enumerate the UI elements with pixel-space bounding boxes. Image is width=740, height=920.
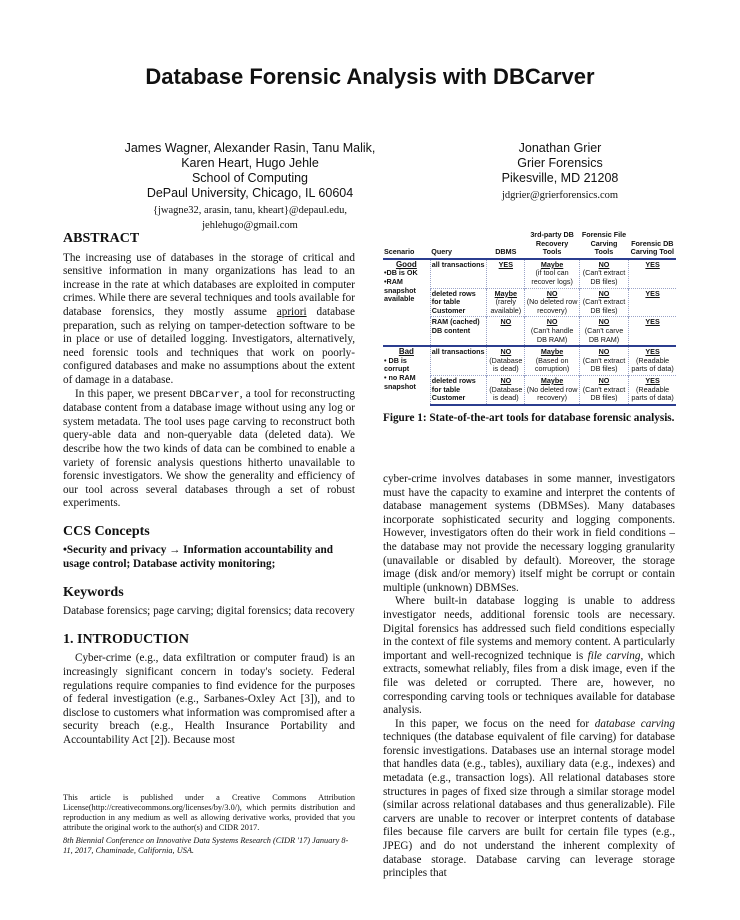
table-header-row bbox=[383, 230, 676, 259]
author-emails: {jwagne32, arasin, tanu, kheart}@depaul.edu, jehlehugo@gmail.com bbox=[152, 205, 348, 231]
query-cell: all transactions bbox=[430, 259, 487, 288]
dbms-cell: Maybe (rarely available) bbox=[487, 288, 525, 317]
table-row bbox=[383, 346, 676, 375]
apriori-term: apriori bbox=[276, 305, 307, 318]
author-university: DePaul University, Chicago, IL 60604 bbox=[146, 186, 354, 200]
keywords-heading: Keywords bbox=[63, 584, 124, 600]
recovery-cell: Maybe (if tool can recover logs) bbox=[525, 259, 579, 288]
conference-note: 8th Biennial Conference on Innovative Data Systems Research (CIDR '17) January 8-11, 2017, Chaminade, California, USA. bbox=[63, 836, 349, 855]
db-carving-cell: YES (Readable parts of data) bbox=[629, 346, 676, 375]
recovery-cell: NO (Can't handle DB RAM) bbox=[525, 317, 579, 346]
abstract-heading: ABSTRACT bbox=[63, 231, 140, 246]
file-carving-cell: NO (Can't extract DB files) bbox=[579, 288, 628, 317]
db-carving-cell: YES bbox=[629, 259, 676, 288]
file-carving-cell: NO (Can't extract DB files) bbox=[579, 375, 628, 404]
db-carving-cell: YES (Readable parts of data) bbox=[629, 375, 676, 404]
recovery-cell: Maybe (No deleted row recovery) bbox=[525, 375, 579, 404]
introduction-heading: 1. INTRODUCTION bbox=[63, 631, 190, 647]
author-email: jdgrier@grierforensics.com bbox=[501, 190, 619, 201]
header-db-carving: Forensic DB Carving Tool bbox=[629, 230, 676, 259]
file-carving-cell: NO (Can't extract DB files) bbox=[579, 346, 628, 375]
figure-caption: Figure 1: State-of-the-art tools for database forensic analysis. bbox=[383, 411, 675, 424]
left-column bbox=[63, 232, 355, 748]
file-carving-term: file carving bbox=[587, 649, 641, 662]
author-names: James Wagner, Alexander Rasin, Tanu Malik, Karen Heart, Hugo Jehle bbox=[124, 141, 376, 170]
ccs-heading: CCS Concepts bbox=[63, 523, 150, 539]
scenario-bad: Bad • DB is corrupt • no RAM snapshot bbox=[383, 346, 430, 405]
db-carving-cell: YES bbox=[629, 317, 676, 346]
forensic-tools-table bbox=[383, 230, 676, 406]
header-scenario: Scenario bbox=[383, 230, 430, 259]
query-cell: all transactions bbox=[430, 346, 487, 375]
database-carving-term: database carving bbox=[594, 717, 675, 730]
dbms-cell: NO (Database is dead) bbox=[487, 346, 525, 375]
author-address: Pikesville, MD 21208 bbox=[501, 171, 619, 185]
file-carving-cell: NO (Can't extract DB files) bbox=[579, 259, 628, 288]
dbms-cell: NO (Database is dead) bbox=[487, 375, 525, 404]
author-block-depaul bbox=[110, 141, 390, 233]
abstract-paragraph-1: The increasing use of databases in the storage of critical and sensitive information in many organizations has lead to an increase in the rate at which databases are exploited in computer crimes. While there are several techniques and tools available for database forensics, they mostly assume apriori database preparation, such as relying on tamper-detection software to be in place or use of detailed logging. Investigators, alternatively, need forensic tools and techniques that work on poorly-configured databases and make no assumptions about the extent of damage in a database. bbox=[63, 251, 355, 386]
right-paragraph-3: In this paper, we focus on the need for database carving techniques (the database equivalent of file carving) for database forensic investigations. Databases use an internal storage model that handles data (e.g., tables), auxiliary data (e.g., indexes) and metadata (e.g., transaction logs). All relational databases store structures in pages of fixed size through a similar storage model (similar across relational databases and thus generalizable). File carvers are unable to recover or interpret contents of database files because file carvers are built for certain file types (e.g., JPEG) and do not understand the inherent complexity of database storage. Database carving can leverage storage principles that bbox=[383, 717, 675, 880]
ccs-text: •Security and privacy → Information accountability and usage control; Database activity monitoring; bbox=[63, 544, 333, 571]
right-column bbox=[383, 473, 675, 881]
header-file-carving: Forensic File Carving Tools bbox=[579, 230, 628, 259]
author-school: School of Computing bbox=[191, 171, 309, 185]
query-cell: RAM (cached) DB content bbox=[430, 317, 487, 346]
keywords-text: Database forensics; page carving; digital forensics; data recovery bbox=[63, 605, 355, 618]
header-dbms: DBMS bbox=[487, 230, 525, 259]
recovery-cell: Maybe (Based on corruption) bbox=[525, 346, 579, 375]
right-paragraph-1: cyber-crime involves databases in some manner, investigators must have the capacity to examine and interpret the contents of database management systems (DBMSes). Many databases incorporate sophisticated security and logging components. However, investigators often do their work in field conditions – the database may not provide the necessary logging granularity (unavailable or disabled by default). Moreover, the storage image (disk and/or memory) itself might be corrupt or contain multiple (unknown) DBMSes. bbox=[383, 473, 675, 594]
file-carving-cell: NO (Can't carve DB RAM) bbox=[579, 317, 628, 346]
db-carving-cell: YES bbox=[629, 288, 676, 317]
recovery-cell: NO (No deleted row recovery) bbox=[525, 288, 579, 317]
header-query: Query bbox=[430, 230, 487, 259]
author-name: Jonathan Grier bbox=[518, 141, 602, 155]
scenario-good: Good •DB is OK •RAM snapshot available bbox=[384, 259, 418, 304]
tool-name: DBCarver bbox=[189, 388, 240, 401]
figure-1 bbox=[383, 230, 676, 425]
header-recovery-tools: 3rd-party DB Recovery Tools bbox=[525, 230, 579, 259]
license-note: This article is published under a Creative Commons Attribution License(http://creativecommons.org/licenses/by/3.0/), which permits distribution and reproduction in any medium as well as allowing derivative works, provided that you attribute the original work to the author(s) and CIDR 2017. bbox=[63, 793, 355, 832]
author-block-grier bbox=[480, 141, 640, 203]
abstract-paragraph-2: In this paper, we present DBCarver, a tool for reconstructing database content from a database image without using any log or system metadata. The tool uses page carving to reconstruct both query-able data and non-queryable data (deleted data). We describe how the two kinds of data can be combined to enable a variety of forensic analysis questions hitherto unavailable to forensic investigators. We show the generality and efficiency of our tool across several databases through a set of robust experiments. bbox=[63, 387, 355, 510]
query-cell: deleted rows for table Customer bbox=[430, 375, 487, 404]
dbms-cell: NO bbox=[487, 317, 525, 346]
right-paragraph-2: Where built-in database logging is unable to address investigator needs, additional forensic tools are necessary. Digital forensics has addressed such field conditions especially in the context of file systems and memory content. A particularly important and well-recognized technique is file carving, which extracts, somewhat reliably, files from a disk image, even if the file was deleted or corrupted. There are, however, no corresponding carving tools or techniques available for database analysis. bbox=[383, 595, 675, 717]
dbms-cell: YES bbox=[487, 259, 525, 288]
footnote bbox=[63, 793, 355, 856]
introduction-paragraph-1: Cyber-crime (e.g., data exfiltration or computer fraud) is an increasingly significant concern in today's society. Federal regulations require companies to find evidence for the purposes of federal investigation (e.g., Sarbanes-Oxley Act [3]), and to disclose to customers what information was compromised after a security breach (e.g., Health Insurance Portability and Accountability Act [2]). Because most bbox=[63, 652, 355, 746]
table-row bbox=[383, 259, 676, 288]
query-cell: deleted rows for table Customer bbox=[430, 288, 487, 317]
author-organization: Grier Forensics bbox=[517, 156, 603, 170]
paper-title: Database Forensic Analysis with DBCarver bbox=[145, 64, 595, 89]
